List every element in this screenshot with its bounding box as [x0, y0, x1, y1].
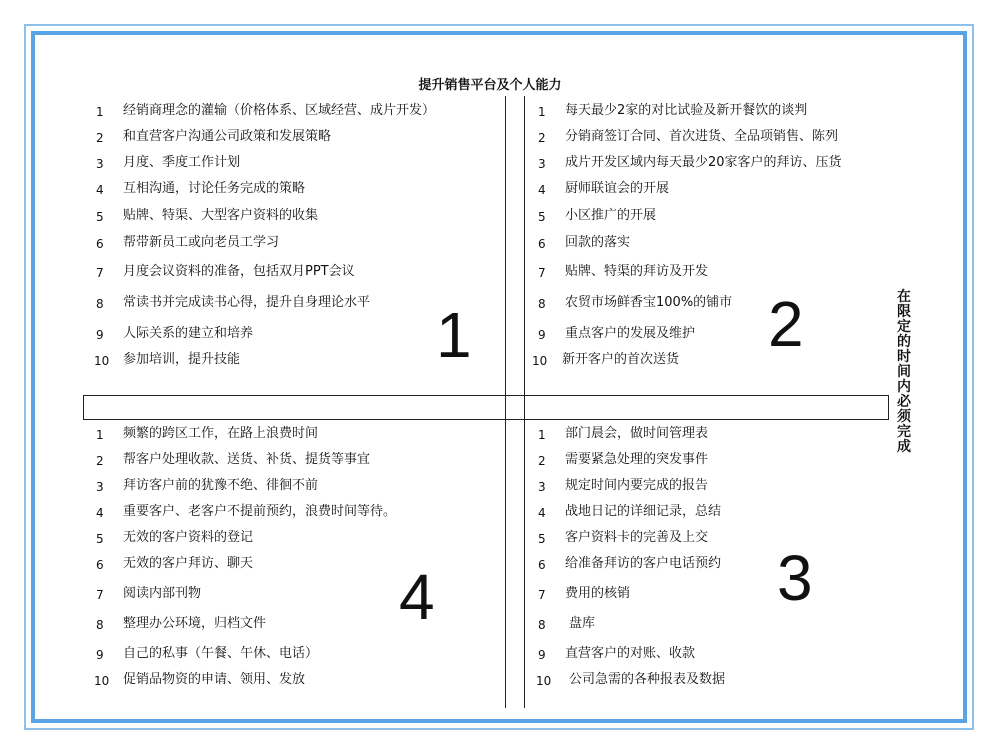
item-number: 5: [96, 210, 104, 224]
diagram-title: 提升销售平台及个人能力: [418, 78, 562, 93]
item-text: 费用的核销: [565, 586, 631, 601]
item-text: 战地日记的详细记录，总结: [565, 504, 722, 519]
item-text: 规定时间内要完成的报告: [565, 478, 709, 493]
item-number: 3: [96, 157, 104, 171]
item-text: 需要紧急处理的突发事件: [565, 452, 709, 467]
item-number: 3: [538, 480, 546, 494]
item-text: 促销品物资的申请、领用、发放: [123, 672, 306, 687]
item-text: 和直营客户沟通公司政策和发展策略: [123, 129, 332, 144]
item-number: 4: [96, 183, 104, 197]
quadrant-4-number: 4: [399, 561, 435, 633]
item-number: 8: [96, 297, 104, 311]
item-text: 重点客户的发展及维护: [565, 326, 696, 341]
item-number: 7: [96, 266, 104, 280]
item-number: 7: [538, 588, 546, 602]
item-text: 频繁的跨区工作，在路上浪费时间: [123, 426, 319, 441]
item-text: 客户资料卡的完善及上交: [565, 530, 709, 545]
item-number: 10: [94, 674, 110, 688]
item-text: 整理办公环境，归档文件: [123, 616, 267, 631]
item-text: 无效的客户资料的登记: [123, 530, 254, 545]
item-text: 新开客户的首次送货: [562, 352, 680, 367]
item-text: 帮客户处理收款、送货、补货、提货等事宜: [123, 452, 371, 467]
item-text: 自己的私事（午餐、午休、电话）: [123, 646, 319, 661]
item-number: 9: [96, 648, 104, 662]
item-number: 6: [538, 237, 546, 251]
item-number: 10: [536, 674, 552, 688]
item-text: 成片开发区域内每天最少20家客户的拜访、压货: [565, 155, 842, 170]
item-number: 10: [94, 354, 110, 368]
item-number: 8: [538, 297, 546, 311]
item-number: 5: [538, 210, 546, 224]
item-number: 7: [96, 588, 104, 602]
item-number: 1: [96, 105, 104, 119]
item-number: 1: [538, 105, 546, 119]
item-text: 回款的落实: [565, 235, 631, 250]
item-text: 分销商签订合同、首次进货、全品项销售、陈列: [565, 129, 839, 144]
item-number: 2: [538, 131, 546, 145]
item-number: 4: [96, 506, 104, 520]
item-number: 2: [96, 454, 104, 468]
item-text: 月度会议资料的准备，包括双月PPT会议: [123, 264, 355, 279]
item-number: 5: [96, 532, 104, 546]
item-number: 5: [538, 532, 546, 546]
item-number: 6: [538, 558, 546, 572]
item-text: 月度、季度工作计划: [123, 155, 241, 170]
item-number: 2: [538, 454, 546, 468]
item-number: 2: [96, 131, 104, 145]
item-number: 10: [532, 354, 548, 368]
item-text: 阅读内部刊物: [123, 586, 202, 601]
item-number: 7: [538, 266, 546, 280]
item-number: 8: [96, 618, 104, 632]
item-number: 3: [538, 157, 546, 171]
item-number: 9: [538, 328, 546, 342]
item-number: 1: [538, 428, 546, 442]
horizontal-axis: [83, 395, 889, 420]
item-text: 每天最少2家的对比试验及新开餐饮的谈判: [565, 103, 808, 118]
item-text: 贴牌、特渠的拜访及开发: [565, 264, 709, 279]
quadrant-2-number: 2: [768, 288, 804, 360]
item-number: 3: [96, 480, 104, 494]
item-text: 公司急需的各种报表及数据: [569, 672, 726, 687]
item-text: 经销商理念的灌输（价格体系、区域经营、成片开发）: [123, 103, 436, 118]
item-number: 6: [96, 558, 104, 572]
item-text: 帮带新员工或向老员工学习: [123, 235, 280, 250]
item-text: 贴牌、特渠、大型客户资料的收集: [123, 208, 319, 223]
item-text: 给准备拜访的客户电话预约: [565, 556, 722, 571]
item-number: 4: [538, 183, 546, 197]
quadrant-3-number: 3: [777, 542, 813, 614]
side-label: 在限定的时间内必须完成: [897, 289, 911, 455]
item-text: 无效的客户拜访、聊天: [123, 556, 254, 571]
item-number: 9: [538, 648, 546, 662]
item-text: 厨师联谊会的开展: [565, 181, 670, 196]
item-text: 人际关系的建立和培养: [123, 326, 254, 341]
item-text: 部门晨会，做时间管理表: [565, 426, 709, 441]
item-text: 拜访客户前的犹豫不绝、徘徊不前: [123, 478, 319, 493]
item-text: 直营客户的对账、收款: [565, 646, 696, 661]
item-text: 互相沟通，讨论任务完成的策略: [123, 181, 306, 196]
item-text: 农贸市场鲜香宝100%的铺市: [565, 295, 733, 310]
item-text: 重要客户、老客户不提前预约，浪费时间等待。: [123, 504, 397, 519]
item-number: 1: [96, 428, 104, 442]
item-number: 9: [96, 328, 104, 342]
item-number: 6: [96, 237, 104, 251]
item-number: 4: [538, 506, 546, 520]
item-number: 8: [538, 618, 546, 632]
item-text: 盘库: [569, 616, 596, 631]
quadrant-1-number: 1: [436, 299, 472, 371]
item-text: 小区推广的开展: [565, 208, 657, 223]
item-text: 常读书并完成读书心得，提升自身理论水平: [123, 295, 371, 310]
item-text: 参加培训，提升技能: [123, 352, 241, 367]
